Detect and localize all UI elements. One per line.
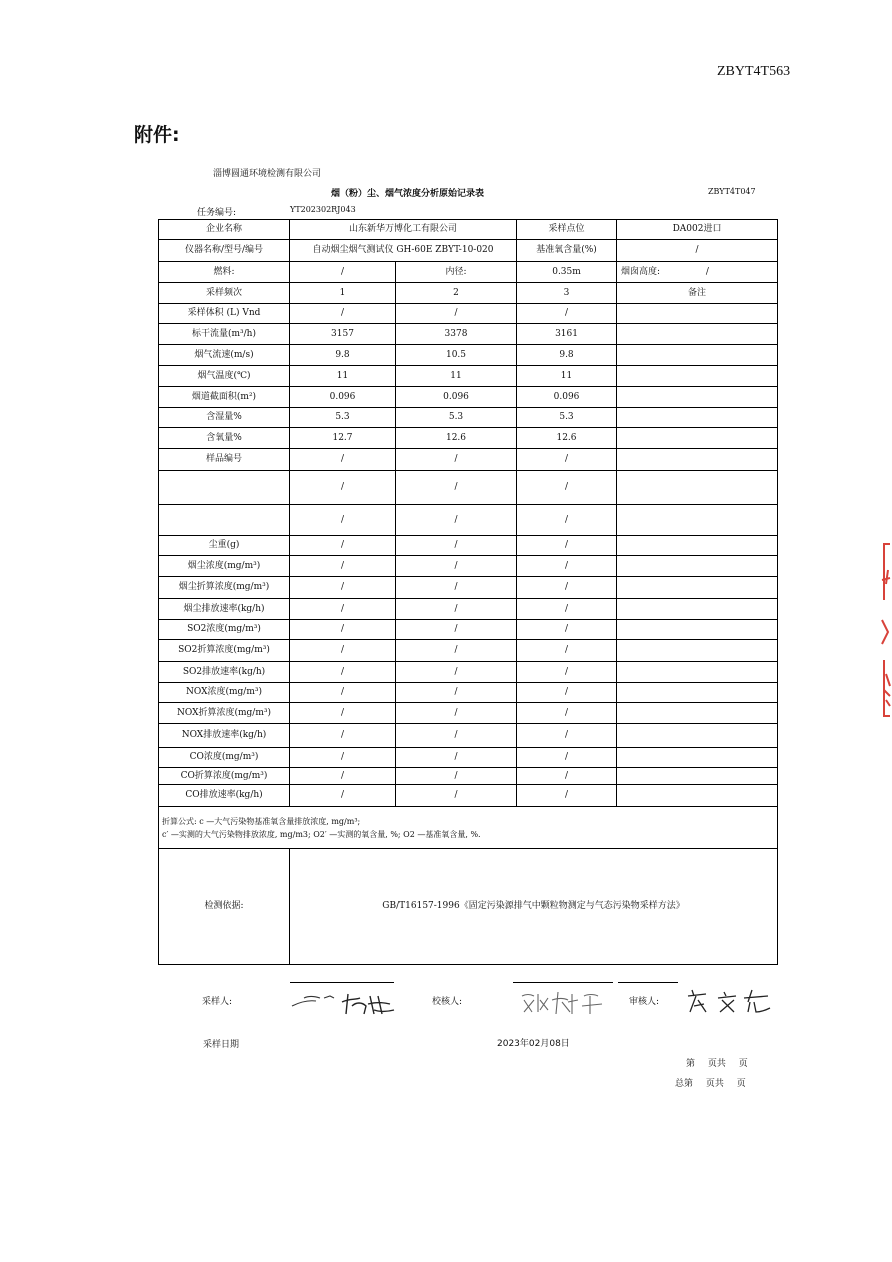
reviewer-line [618, 982, 678, 983]
table-row [159, 408, 778, 428]
row-label: 标干流量(m³/h) [159, 324, 290, 345]
row-value-1: / [290, 471, 396, 505]
row-remark [617, 703, 778, 724]
row-value-1: / [290, 703, 396, 724]
table-row [159, 599, 778, 620]
row-value-3: / [517, 768, 617, 785]
row-label [159, 505, 290, 536]
row-remark [617, 505, 778, 536]
row-remark [617, 577, 778, 599]
table-row [159, 505, 778, 536]
row-value-1: 11 [290, 366, 396, 387]
row-label: 尘重(g) [159, 536, 290, 556]
record-table-footer [159, 807, 778, 965]
table-row [159, 471, 778, 505]
row-label: SO2浓度(mg/m³) [159, 620, 290, 640]
frequency-3: 3 [517, 283, 617, 304]
company-name: 淄博圆通环境检测有限公司 [213, 169, 322, 179]
row-label: NOX折算浓度(mg/m³) [159, 703, 290, 724]
row-value-2: / [396, 785, 517, 807]
row-remark [617, 599, 778, 620]
table-row [159, 620, 778, 640]
row-value-2: / [396, 556, 517, 577]
row-label [159, 471, 290, 505]
row-remark [617, 662, 778, 683]
form-code: ZBYT4T047 [708, 187, 756, 196]
row-value-1: / [290, 449, 396, 471]
row-remark [617, 536, 778, 556]
row-value-2: / [396, 683, 517, 703]
row-value-3: 5.3 [517, 408, 617, 428]
row-value-3: 3161 [517, 324, 617, 345]
row-remark [617, 748, 778, 768]
row-remark [617, 428, 778, 449]
enterprise-value: 山东新华万博化工有限公司 [290, 220, 517, 240]
row-value-3: 0.096 [517, 387, 617, 408]
checker-signature [518, 986, 610, 1016]
row-remark [617, 556, 778, 577]
seal-stamp-fragment [876, 540, 892, 720]
row-remark [617, 366, 778, 387]
task-number-label: 任务编号: [197, 208, 237, 218]
chimney-height-label: 烟囱高度: [621, 266, 661, 277]
table-row [159, 748, 778, 768]
row-remark [617, 768, 778, 785]
row-value-3: / [517, 683, 617, 703]
row-remark [617, 683, 778, 703]
row-value-2: / [396, 724, 517, 748]
table-row [159, 724, 778, 748]
row-value-2: / [396, 449, 517, 471]
table-row [159, 304, 778, 324]
sampler-line [290, 982, 394, 983]
row-label: CO折算浓度(mg/m³) [159, 768, 290, 785]
chimney-height-value: / [705, 266, 709, 277]
row-value-3: / [517, 505, 617, 536]
row-value-3: / [517, 536, 617, 556]
row-value-3: / [517, 304, 617, 324]
row-value-3: / [517, 748, 617, 768]
row-value-2: 3378 [396, 324, 517, 345]
row-value-1: / [290, 640, 396, 662]
table-row [159, 577, 778, 599]
row-value-3: 12.6 [517, 428, 617, 449]
row-value-1: / [290, 556, 396, 577]
table-row [159, 345, 778, 366]
row-value-2: / [396, 768, 517, 785]
analysis-record-table [158, 219, 778, 965]
sampling-frequency-label: 采样频次 [159, 283, 290, 304]
row-value-3: 9.8 [517, 345, 617, 366]
row-remark [617, 620, 778, 640]
row-value-1: / [290, 599, 396, 620]
row-value-3: / [517, 662, 617, 683]
row-label: 烟尘浓度(mg/m³) [159, 556, 290, 577]
ref-oxygen-label: 基准氧含量(%) [517, 240, 617, 262]
table-row [159, 262, 778, 283]
row-value-3: / [517, 703, 617, 724]
row-label: 样品编号 [159, 449, 290, 471]
frequency-1: 1 [290, 283, 396, 304]
row-label: 烟气温度(℃) [159, 366, 290, 387]
table-row [159, 283, 778, 304]
table-row [159, 662, 778, 683]
row-label: 含氧量% [159, 428, 290, 449]
table-row [159, 220, 778, 240]
table-row [159, 556, 778, 577]
sampling-date-value: 2023年02月08日 [497, 1039, 570, 1049]
instrument-label: 仪器名称/型号/编号 [159, 240, 290, 262]
row-value-1: / [290, 748, 396, 768]
row-value-2: / [396, 599, 517, 620]
total-page-number: 总第 页共 页 [675, 1079, 746, 1089]
row-remark [617, 345, 778, 366]
frequency-2: 2 [396, 283, 517, 304]
row-label: 烟尘排放速率(kg/h) [159, 599, 290, 620]
row-value-3: / [517, 556, 617, 577]
chimney-height-cell [617, 262, 778, 283]
table-row [159, 428, 778, 449]
checker-line [513, 982, 613, 983]
table-row [159, 240, 778, 262]
row-value-1: / [290, 304, 396, 324]
row-value-1: 5.3 [290, 408, 396, 428]
sampling-point-value: DA002进口 [617, 220, 778, 240]
table-row [159, 768, 778, 785]
row-value-1: / [290, 768, 396, 785]
row-value-2: / [396, 703, 517, 724]
row-value-3: / [517, 785, 617, 807]
task-number-value: YT202302RJ043 [290, 205, 356, 214]
record-table-body [159, 220, 778, 304]
sampling-point-label: 采样点位 [517, 220, 617, 240]
row-value-1: / [290, 785, 396, 807]
row-value-1: / [290, 620, 396, 640]
row-value-2: / [396, 505, 517, 536]
row-label: 烟气流速(m/s) [159, 345, 290, 366]
form-title: 烟（粉）尘、烟气浓度分析原始记录表 [331, 189, 485, 199]
table-row [159, 536, 778, 556]
row-label: SO2排放速率(kg/h) [159, 662, 290, 683]
row-value-2: 11 [396, 366, 517, 387]
row-label: CO浓度(mg/m³) [159, 748, 290, 768]
reviewer-label: 审核人: [629, 997, 660, 1007]
row-remark [617, 785, 778, 807]
reviewer-signature [684, 984, 776, 1016]
row-remark [617, 324, 778, 345]
row-value-1: / [290, 577, 396, 599]
row-value-3: / [517, 724, 617, 748]
row-label: CO排放速率(kg/h) [159, 785, 290, 807]
page-number: 第 页共 页 [686, 1059, 748, 1069]
row-remark [617, 408, 778, 428]
sampler-label: 采样人: [202, 997, 233, 1007]
measurement-rows [159, 304, 778, 807]
row-label: NOX浓度(mg/m³) [159, 683, 290, 703]
row-value-2: 5.3 [396, 408, 517, 428]
table-row [159, 366, 778, 387]
table-row [159, 807, 778, 849]
basis-label: 检测依据: [159, 849, 290, 965]
table-row [159, 683, 778, 703]
table-row [159, 785, 778, 807]
attachment-label: 附件: [134, 124, 180, 146]
row-label: 烟道截面积(m²) [159, 387, 290, 408]
row-remark [617, 471, 778, 505]
inner-diameter-label: 内径: [396, 262, 517, 283]
row-value-2: 12.6 [396, 428, 517, 449]
basis-value: GB/T16157-1996《固定污染源排气中颗粒物测定与气态污染物采样方法》 [290, 849, 778, 965]
row-label: SO2折算浓度(mg/m³) [159, 640, 290, 662]
table-row [159, 449, 778, 471]
row-value-2: 10.5 [396, 345, 517, 366]
row-value-3: / [517, 640, 617, 662]
row-value-3: / [517, 577, 617, 599]
fuel-value: / [290, 262, 396, 283]
enterprise-label: 企业名称 [159, 220, 290, 240]
row-remark [617, 724, 778, 748]
row-label: 含湿量% [159, 408, 290, 428]
row-value-2: / [396, 304, 517, 324]
document-code: ZBYT4T563 [717, 64, 791, 79]
formula-line-2: c′ —实测的大气污染物排放浓度, mg/m3; O2′ —实测的氧含量, %; O2 —基准氧含量, %. [162, 829, 481, 839]
row-value-3: / [517, 620, 617, 640]
checker-label: 校核人: [432, 997, 463, 1007]
table-row [159, 703, 778, 724]
row-remark [617, 449, 778, 471]
row-value-3: 11 [517, 366, 617, 387]
row-value-1: 9.8 [290, 345, 396, 366]
row-value-3: / [517, 449, 617, 471]
table-row [159, 387, 778, 408]
row-value-2: / [396, 536, 517, 556]
row-value-2: / [396, 620, 517, 640]
row-value-2: / [396, 471, 517, 505]
formula-line-1: 折算公式: c —大气污染物基准氧含量排放浓度, mg/m³; [162, 816, 361, 826]
row-value-1: 0.096 [290, 387, 396, 408]
row-value-1: / [290, 536, 396, 556]
signature-row [158, 982, 777, 1022]
row-remark [617, 304, 778, 324]
row-value-1: 12.7 [290, 428, 396, 449]
row-label: 烟尘折算浓度(mg/m³) [159, 577, 290, 599]
row-value-2: / [396, 577, 517, 599]
row-label: 采样体积 (L) Vnd [159, 304, 290, 324]
row-value-3: / [517, 471, 617, 505]
row-value-2: 0.096 [396, 387, 517, 408]
sampling-date-label: 采样日期 [203, 1040, 240, 1050]
row-value-1: / [290, 505, 396, 536]
inner-diameter-value: 0.35m [517, 262, 617, 283]
row-value-1: / [290, 724, 396, 748]
row-value-3: / [517, 599, 617, 620]
sampler-signature [290, 984, 400, 1018]
row-value-1: 3157 [290, 324, 396, 345]
row-value-1: / [290, 683, 396, 703]
remark-label: 备注 [617, 283, 778, 304]
row-value-2: / [396, 662, 517, 683]
row-remark [617, 640, 778, 662]
table-row [159, 849, 778, 965]
table-row [159, 324, 778, 345]
row-value-2: / [396, 640, 517, 662]
table-row [159, 640, 778, 662]
fuel-label: 燃料: [159, 262, 290, 283]
row-remark [617, 387, 778, 408]
ref-oxygen-value: / [617, 240, 778, 262]
row-value-1: / [290, 662, 396, 683]
formula-cell [159, 807, 778, 849]
row-label: NOX排放速率(kg/h) [159, 724, 290, 748]
instrument-value: 自动烟尘烟气测试仪 GH-60E ZBYT-10-020 [290, 240, 517, 262]
row-value-2: / [396, 748, 517, 768]
